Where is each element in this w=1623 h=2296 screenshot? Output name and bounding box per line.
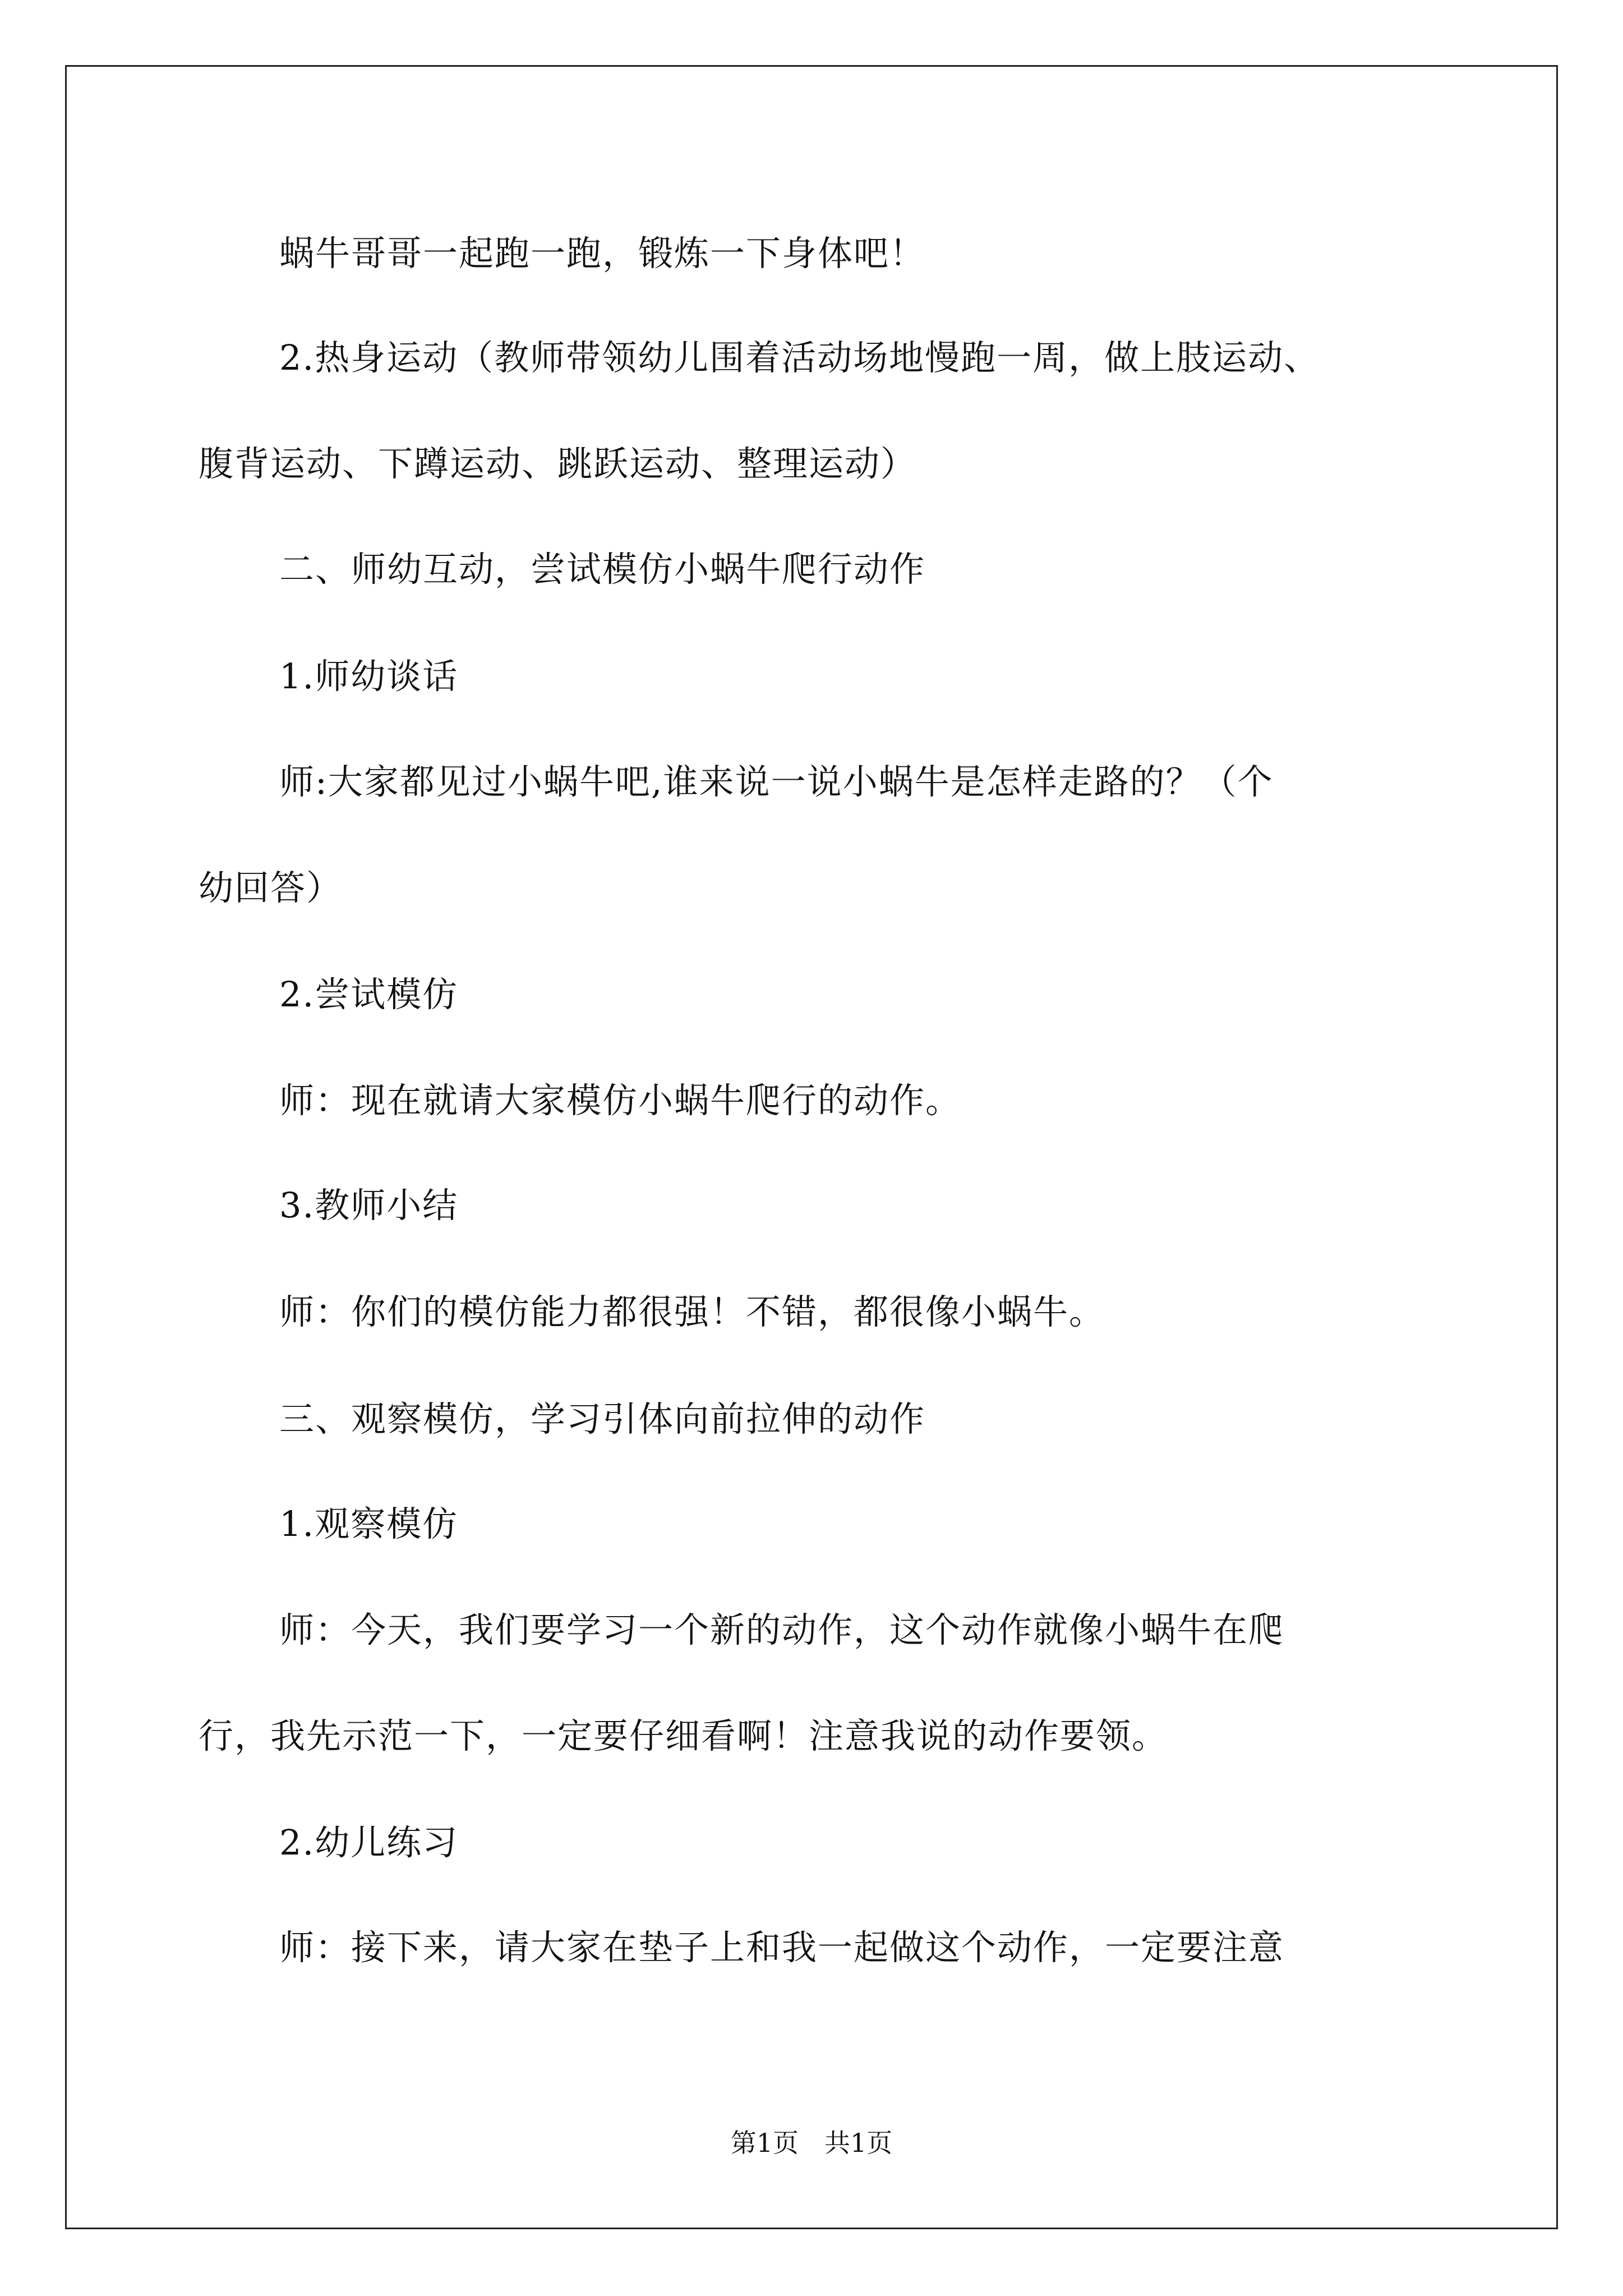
subsection-heading: 1.师幼谈话 (279, 656, 459, 697)
page-footer: 第1页 共1页 (730, 2128, 893, 2158)
text-line: 幼回答） (199, 867, 343, 908)
page-border (65, 65, 1558, 2229)
text-line: 师：今天，我们要学习一个新的动作，这个动作就像小蜗牛在爬 (279, 1609, 1285, 1650)
text-line: 腹背运动、下蹲运动、跳跃运动、整理运动） (199, 443, 917, 484)
text-line: 师：接下来，请大家在垫子上和我一起做这个动作，一定要注意 (279, 1927, 1285, 1968)
text-line: 师：你们的模仿能力都很强！不错，都很像小蜗牛。 (279, 1291, 1105, 1332)
text-line: 2.热身运动（教师带领幼儿围着活动场地慢跑一周，做上肢运动、 (279, 337, 1320, 378)
subsection-heading: 1.观察模仿 (279, 1503, 459, 1544)
subsection-heading: 2.尝试模仿 (279, 974, 459, 1015)
text-line: 师:大家都见过小蜗牛吧,谁来说一说小蜗牛是怎样走路的？（个 (279, 761, 1274, 802)
section-heading: 二、师幼互动，尝试模仿小蜗牛爬行动作 (279, 549, 926, 590)
subsection-heading: 3.教师小结 (279, 1185, 459, 1226)
section-heading: 三、观察模仿，学习引体向前拉伸的动作 (279, 1398, 926, 1439)
text-line: 行，我先示范一下，一定要仔细看啊！注意我说的动作要领。 (199, 1715, 1168, 1756)
text-line: 师：现在就请大家模仿小蜗牛爬行的动作。 (279, 1080, 962, 1121)
subsection-heading: 2.幼儿练习 (279, 1822, 459, 1863)
text-line: 蜗牛哥哥一起跑一跑，锻炼一下身体吧！ (279, 233, 926, 274)
